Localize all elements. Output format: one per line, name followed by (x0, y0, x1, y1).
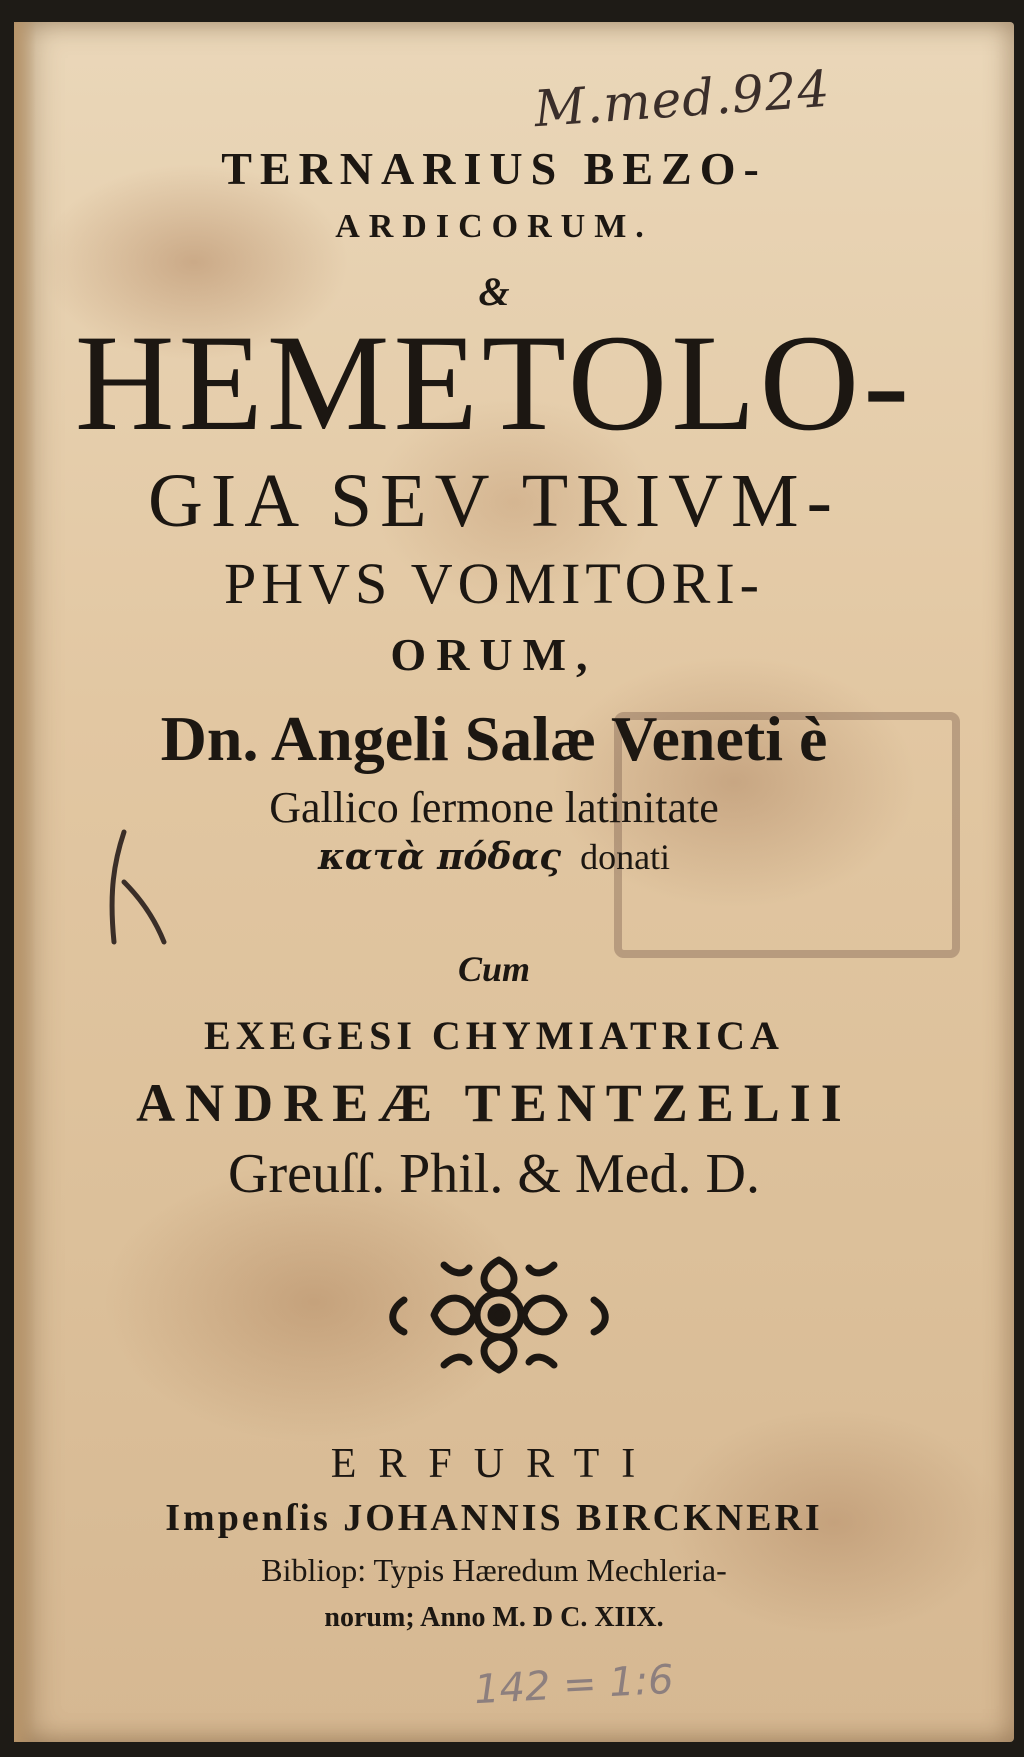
imprint-city: ERFURTI (330, 1441, 658, 1487)
title-conjunction: & (478, 269, 510, 314)
imprint-line-2: Bibliop: Typis Hæredum Mechleria- (261, 1552, 727, 1588)
translation-line: Gallico ſermone latinitate (269, 783, 719, 832)
title-line-6: ORUM, (390, 629, 598, 680)
exegesis-line: EXEGESI CHYMIATRICA (204, 1013, 784, 1058)
title-text-block (14, 22, 1014, 1742)
cum-word: Cum (457, 949, 531, 989)
title-line-3: HEMETOLO- (74, 306, 914, 459)
donati-word: donati (580, 837, 671, 877)
commentator-title: Greuſſ. Phil. & Med. D. (228, 1143, 760, 1205)
author-line: Dn. Angeli Salæ Veneti è (160, 703, 828, 774)
commentator-name: ANDREÆ TENTZELII (136, 1073, 852, 1133)
printers-ornament-icon (374, 1240, 624, 1390)
shelfmark-handwritten: M.med.924 (532, 59, 833, 139)
title-line-1: TERNARIUS BEZO- (221, 143, 767, 194)
pencil-note: 142 = 1:6 (472, 1656, 675, 1714)
title-page (14, 22, 1014, 1742)
imprint-line-3: norum; Anno M. D C. XIIX. (324, 1602, 664, 1633)
greek-donati-line (14, 836, 974, 878)
title-line-4: GIA SEV TRIVM- (148, 459, 840, 543)
greek-phrase: κατὰ πόδας (317, 836, 562, 878)
title-line-2: ARDICORUM. (335, 208, 653, 245)
imprint-line-1: Impenſis JOHANNIS BIRCKNERI (165, 1497, 823, 1539)
title-line-5: PHVS VOMITORI- (224, 551, 764, 616)
